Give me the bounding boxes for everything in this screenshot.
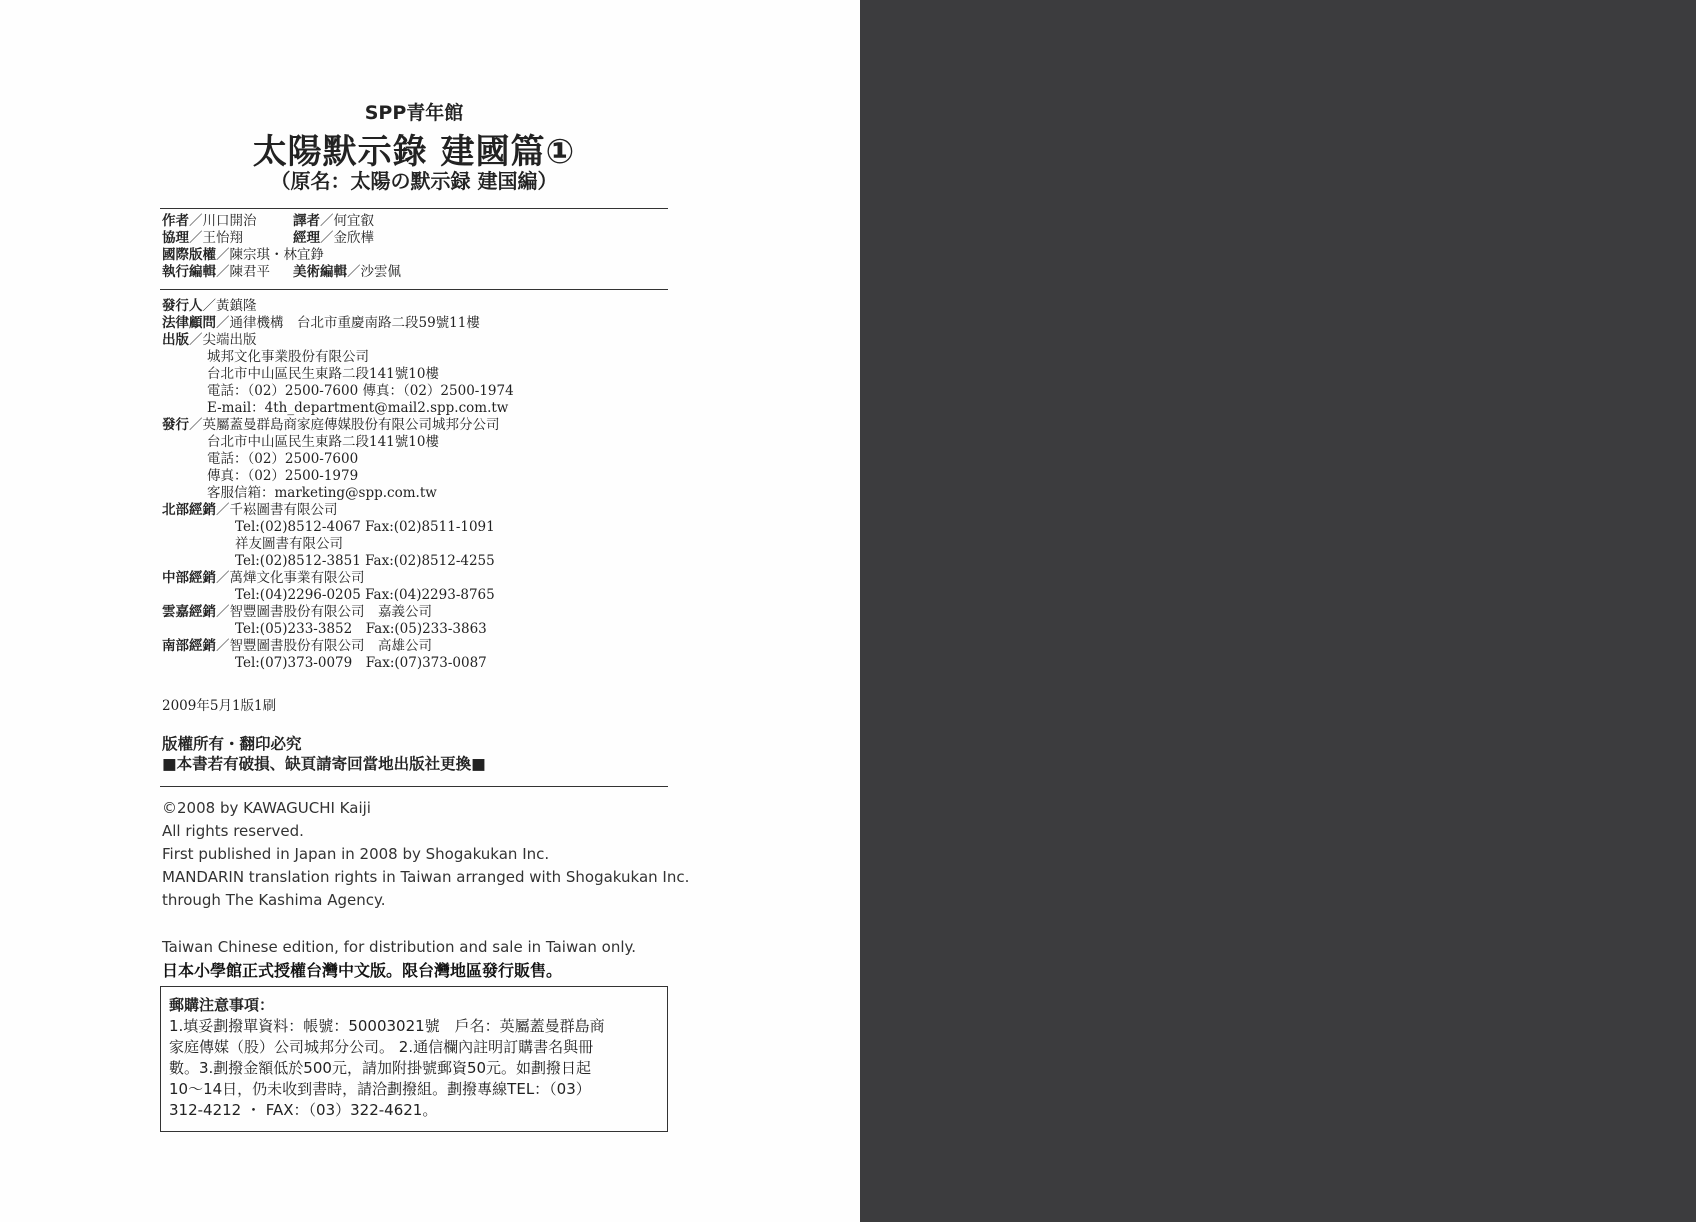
divider-bottom — [160, 786, 668, 787]
imprint-line: 城邦文化事業股份有限公司 — [207, 349, 369, 365]
notice-line: 家庭傳媒（股）公司城邦分公司。 2.通信欄內註明訂購書名與冊 — [169, 1038, 594, 1056]
distribution-line: 台北市中山區民生東路二段141號10樓 — [207, 434, 439, 450]
south-distributor-row: 南部經銷／智豐圖書股份有限公司 高雄公司 — [162, 638, 432, 654]
publisher-row: 發行人／黃鎮隆 — [162, 298, 257, 314]
distribution-note — [162, 936, 636, 982]
book-title: 太陽默示錄 建國篇① — [252, 132, 576, 172]
imprint-line: E-mail：4th_department@mail2.spp.com.tw — [207, 400, 509, 416]
series-name: SPP青年館 — [364, 102, 464, 124]
imprint-row: 出版／尖端出版 — [162, 332, 257, 348]
publisher-block — [162, 298, 514, 672]
south-distributor-line: Tel:(07)373-0079 Fax:(07)373-0087 — [235, 655, 487, 671]
credit-author: 作者／川口開治 — [162, 213, 257, 229]
dark-right-page — [860, 0, 1696, 1222]
notice-title: 郵購注意事項： — [169, 996, 275, 1014]
credit-translator: 譯者／何宜叡 — [293, 213, 374, 229]
central-distributor-line: Tel:(04)2296-0205 Fax:(04)2293-8765 — [235, 587, 495, 603]
credit-editor: 執行編輯／陳君平 — [162, 264, 270, 280]
credit-art-editor: 美術編輯／沙雲佩 — [293, 264, 401, 280]
rights-line: 版權所有・翻印必究 — [162, 735, 302, 753]
imprint-line: 電話：（02）2500-7600 傳真：（02）2500-1974 — [207, 383, 514, 399]
credit-associate: 協理／王怡翔 — [162, 230, 243, 246]
taiwan-only-line: Taiwan Chinese edition, for distribution and sale in Taiwan only. — [162, 938, 637, 956]
copyright-english — [162, 797, 689, 912]
north-distributor-line: Tel:(02)8512-4067 Fax:(02)8511-1091 — [235, 519, 495, 535]
chiayi-distributor-line: Tel:(05)233-3852 Fax:(05)233-3863 — [235, 621, 487, 637]
distribution-line: 客服信箱：marketing@spp.com.tw — [207, 485, 437, 501]
copyright-line: First published in Japan in 2008 by Shogakukan Inc. — [162, 845, 550, 863]
legal-row: 法律顧問／通律機構 台北市重慶南路二段59號11樓 — [162, 315, 480, 331]
divider-middle — [160, 289, 668, 290]
chiayi-distributor-row: 雲嘉經銷／智豐圖書股份有限公司 嘉義公司 — [162, 604, 432, 620]
copyright-line: through The Kashima Agency. — [162, 891, 386, 909]
mail-order-notice — [160, 986, 668, 1132]
notice-line: 10～14日，仍未收到書時，請洽劃撥組。劃撥專線TEL：（03） — [169, 1080, 591, 1098]
rights-notice — [162, 734, 486, 774]
copyright-line: ©2008 by KAWAGUCHI Kaiji — [162, 799, 371, 817]
original-title: （原名：太陽の默示録 建国編） — [270, 169, 558, 193]
credit-rights: 國際版權／陳宗琪・林宜錚 — [162, 247, 324, 263]
north-distributor-line: Tel:(02)8512-3851 Fax:(02)8512-4255 — [235, 553, 495, 569]
copyright-line: MANDARIN translation rights in Taiwan arranged with Shogakukan Inc. — [162, 868, 690, 886]
divider-top — [160, 208, 668, 209]
notice-line: 數。3.劃撥金額低於500元，請加附掛號郵資50元。如劃撥日起 — [169, 1059, 592, 1077]
imprint-line: 台北市中山區民生東路二段141號10樓 — [207, 366, 439, 382]
rights-line: ■本書若有破損、缺頁請寄回當地出版社更換■ — [162, 755, 486, 773]
credit-manager: 經理／金欣樺 — [293, 230, 374, 246]
authorized-line: 日本小學館正式授權台灣中文版。限台灣地區發行販售。 — [162, 961, 563, 980]
copyright-line: All rights reserved. — [162, 822, 304, 840]
notice-line: 1.填妥劃撥單資料：帳號：50003021號 戶名：英屬蓋曼群島商 — [169, 1017, 605, 1035]
edition-date: 2009年5月1版1刷 — [162, 698, 277, 714]
notice-line: 312-4212 ・ FAX：（03）322-4621。 — [169, 1101, 438, 1119]
distribution-line: 傳真：（02）2500-1979 — [207, 468, 359, 484]
north-distributor-line: 祥友圖書有限公司 — [235, 536, 343, 552]
north-distributor-row: 北部經銷／千崧圖書有限公司 — [162, 502, 338, 518]
distribution-row: 發行／英屬蓋曼群島商家庭傳媒股份有限公司城邦分公司 — [162, 417, 500, 433]
central-distributor-row: 中部經銷／萬燁文化事業有限公司 — [162, 570, 365, 586]
distribution-line: 電話：（02）2500-7600 — [207, 451, 359, 467]
